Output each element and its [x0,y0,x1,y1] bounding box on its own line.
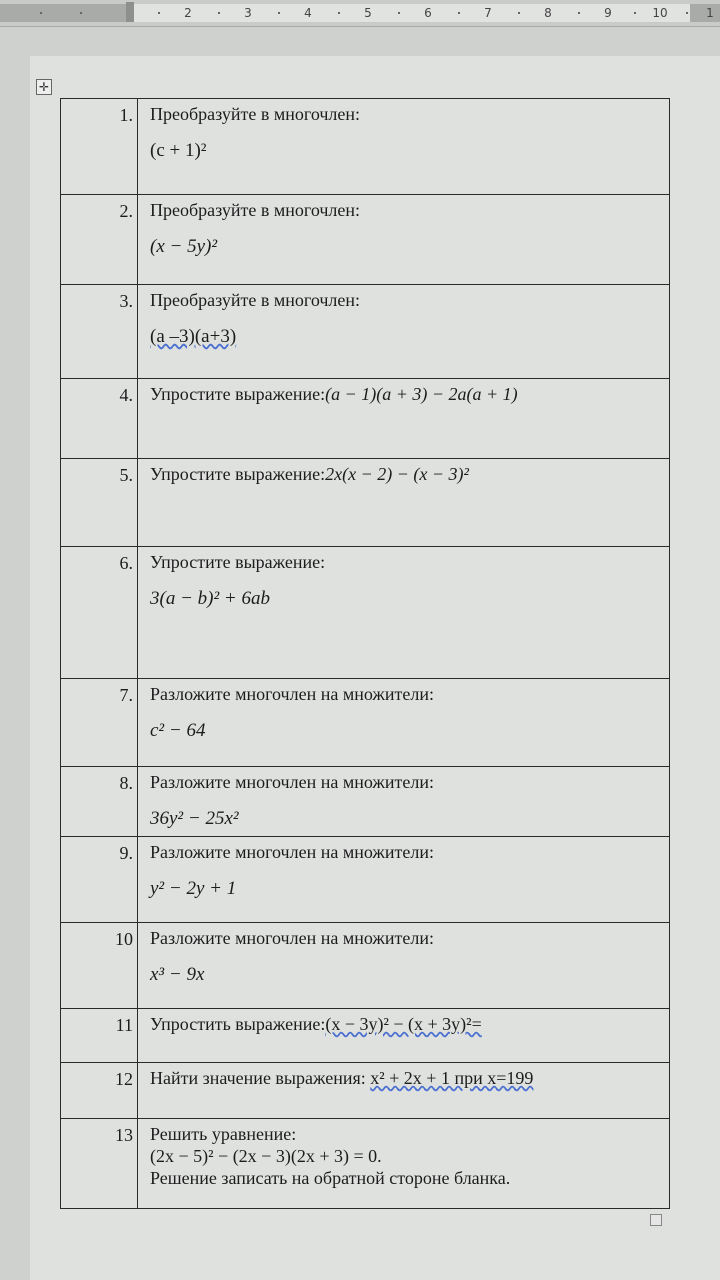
horizontal-ruler[interactable] [0,0,720,27]
ruler-number: 2 [184,6,192,20]
task-instruction: Упростить выражение: [150,1014,326,1034]
task-expression: (x − 5y)² [150,236,218,257]
ruler-tick [218,12,220,14]
task-cell[interactable] [138,459,670,547]
task-line [150,383,661,405]
task-expression: x³ − 9x [150,964,205,985]
task-cell[interactable] [138,1009,670,1063]
table-row [61,285,670,379]
table-row [61,195,670,285]
table-resize-handle[interactable] [650,1214,662,1226]
row-number: 8. [61,767,138,837]
table-row [61,99,670,195]
table-row [61,547,670,679]
row-number: 4. [61,379,138,459]
task-cell[interactable] [138,767,670,837]
task-instruction: Разложите многочлен на множители: [150,842,434,862]
table-row [61,1009,670,1063]
task-expression: (c + 1)² [150,140,207,161]
task-cell[interactable] [138,547,670,679]
ruler-tick [578,12,580,14]
table-row [61,379,670,459]
task-expression: 3(a − b)² + 6ab [150,588,270,609]
table-row [61,459,670,547]
ruler-tick [398,12,400,14]
table-move-handle-icon[interactable]: ✛ [36,79,52,95]
row-number: 3. [61,285,138,379]
task-instruction: Разложите многочлен на множители: [150,684,434,704]
task-expression: 2x(x − 2) − (x − 3)² [325,464,469,484]
ruler-right-margin [690,4,720,22]
task-line [150,1013,661,1035]
task-cell[interactable] [138,99,670,195]
table-row [61,1063,670,1119]
task-expression: 36y² − 25x² [150,808,239,829]
ruler-left-margin [0,4,128,22]
ruler-number: 3 [244,6,252,20]
task-cell[interactable] [138,923,670,1009]
task-expression: x² + 2x + 1 при x=199 [370,1068,534,1088]
ruler-number: 8 [544,6,552,20]
row-number: 6. [61,547,138,679]
row-number: 2. [61,195,138,285]
ruler-tick [278,12,280,14]
task-cell[interactable] [138,679,670,767]
task-expression: y² − 2y + 1 [150,878,237,899]
task-cell[interactable] [138,1119,670,1209]
ruler-tick [686,12,688,14]
task-instruction: Решить уравнение: [150,1124,297,1144]
ruler-number: 1 [706,6,714,20]
task-table [60,98,670,1209]
task-instruction: Упростите выражение: [150,464,326,484]
row-number: 7. [61,679,138,767]
row-number: 12 [61,1063,138,1119]
task-expression: (a –3)(a+3) [150,326,237,347]
ruler-tick [634,12,636,14]
ruler-number: 6 [424,6,432,20]
task-line [150,463,661,485]
task-cell[interactable] [138,379,670,459]
task-instruction: Разложите многочлен на множители: [150,772,434,792]
ruler-number: 7 [484,6,492,20]
task-cell[interactable] [138,837,670,923]
row-number: 1. [61,99,138,195]
task-instruction: Преобразуйте в многочлен: [150,200,361,220]
task-expression: (x − 3y)² − (x + 3y)²= [325,1014,482,1034]
row-number: 11 [61,1009,138,1063]
row-number: 9. [61,837,138,923]
task-line [150,1067,661,1089]
task-instruction: Преобразуйте в многочлен: [150,104,361,124]
row-number: 5. [61,459,138,547]
ruler-tick [518,12,520,14]
task-instruction: Упростите выражение: [150,384,326,404]
table-row [61,837,670,923]
ruler-number: 5 [364,6,372,20]
indent-marker[interactable] [126,2,134,22]
task-cell[interactable] [138,1063,670,1119]
row-number: 13 [61,1119,138,1209]
ruler-tick [40,12,42,14]
ruler-tick [338,12,340,14]
task-cell[interactable] [138,285,670,379]
ruler-number: 9 [604,6,612,20]
task-expression: c² − 64 [150,720,206,741]
table-row [61,923,670,1009]
task-instruction: Разложите многочлен на множители: [150,928,434,948]
table-row [61,1119,670,1209]
ruler-tick [80,12,82,14]
task-instruction: Упростите выражение: [150,552,326,572]
table-row [61,679,670,767]
ruler-tick [458,12,460,14]
table-row [61,767,670,837]
task-instruction: Найти значение выражения: [150,1068,366,1088]
task-expression: (a − 1)(a + 3) − 2a(a + 1) [325,384,518,404]
ruler-number: 10 [652,6,668,20]
task-cell[interactable] [138,195,670,285]
row-number: 10 [61,923,138,1009]
task-instruction: Преобразуйте в многочлен: [150,290,361,310]
task-note: Решение записать на обратной стороне бланка. [150,1168,511,1188]
ruler-number: 4 [304,6,312,20]
task-expression: (2x − 5)² − (2x − 3)(2x + 3) = 0. [150,1146,382,1166]
ruler-tick [158,12,160,14]
